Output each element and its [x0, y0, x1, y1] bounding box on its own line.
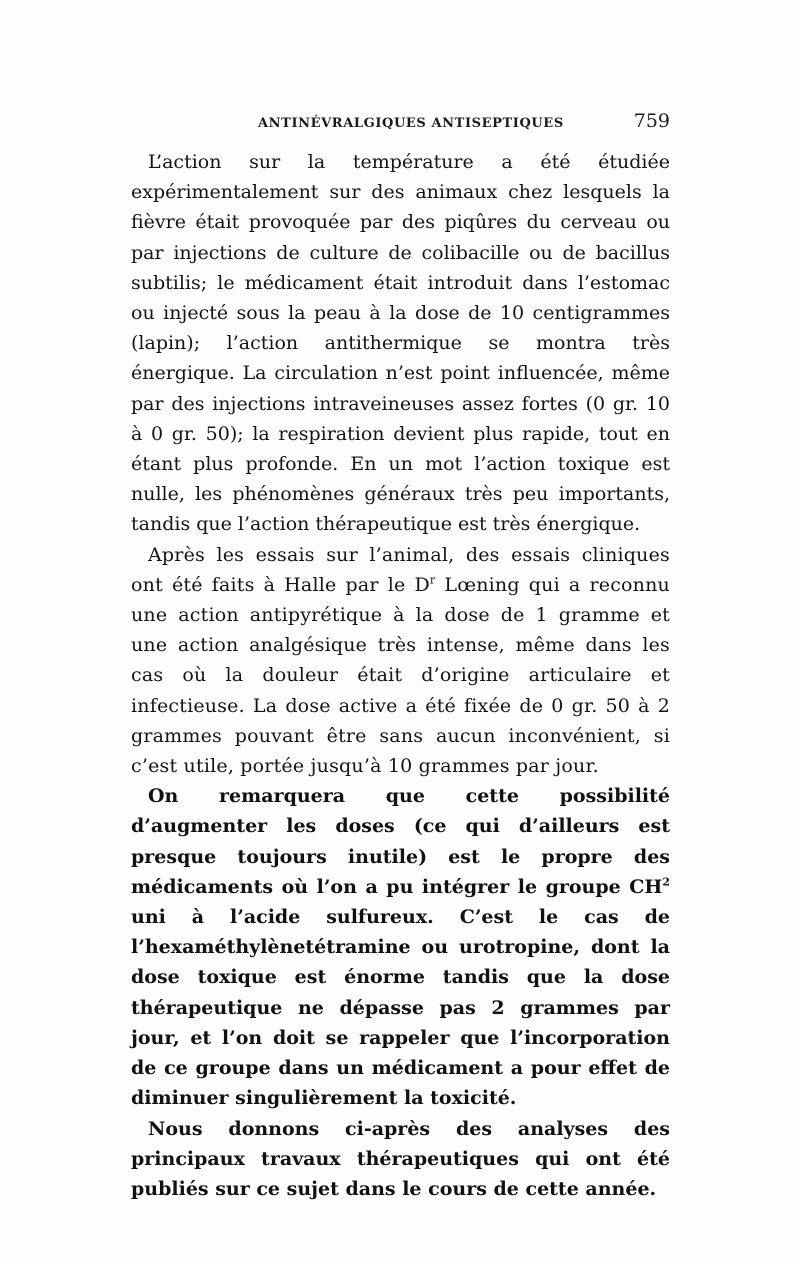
paragraph-text: L’action sur la température a été étudiée expérimentalement sur des animaux chez lesquels la fièvre était provoquée par des piqûres du cerveau ou par injections de culture de colibacille ou de bacillus subtilis; le médicament était introduit dans l’estomac ou injecté sous la peau à la dose de 10 centigrammes (lapin); l’action antithermique se montra très énergique. La circulation n’est point influencée, même par des injections intraveineuses assez fortes (0 gr. 10 à 0 gr. 50); la respiration devient plus rapide, tout en étant plus profonde. En un mot l’action toxique est nulle, les phénomènes généraux très peu importants, tandis que l’action thérapeutique est très énergique. — [131, 151, 670, 536]
paragraph-temperature-action — [131, 147, 670, 540]
superscript: 2 — [662, 875, 670, 889]
body-text — [131, 147, 670, 1204]
paragraph-closing — [131, 1114, 670, 1205]
paragraph-text-end: Lœning qui a reconnu une action antipyrétique à la dose de 1 gramme et une action analgésique très intense, même dans les cas où la douleur était d’origine articulaire et infectieuse. La dose active a été fixée de 0 gr. 50 à 2 grammes pouvant être sans aucun inconvénient, si c’est utile, portée jusqu’à 10 grammes par jour. — [131, 573, 670, 778]
paragraph-text-end: uni à l’acide sulfureux. C’est le cas de l’hexaméthylènetétramine ou urotropine, dont la dose toxique est énorme tandis que la dose thérapeutique ne dépasse pas 2 grammes par jour, et l’on doit se rappeler que l’incorporation de ce groupe dans un médicament a pour effet de diminuer singulièrement la toxicité. — [131, 906, 670, 1110]
paragraph-text-start: On remarquera que cette possibilité d’augmenter les doses (ce qui d’ailleurs est presque toujours inutile) est le propre des médicaments où l’on a pu intégrer le groupe CH — [131, 785, 670, 898]
paragraph-text: Nous donnons ci-après des analyses des principaux travaux thérapeutiques qui ont été publiés sur ce sujet dans le cours de cette année. — [131, 1117, 670, 1200]
superscript: r — [429, 573, 436, 587]
page-number: 759 — [633, 110, 670, 132]
paragraph-text-start: Après les essais sur l’animal, des essais cliniques ont été faits à Halle par le D — [131, 543, 670, 596]
running-head: ANTINÉVRALGIQUES ANTISEPTIQUES — [258, 116, 564, 131]
paragraph-dose-remarks — [131, 781, 670, 1113]
paragraph-clinical-trials — [131, 540, 670, 782]
